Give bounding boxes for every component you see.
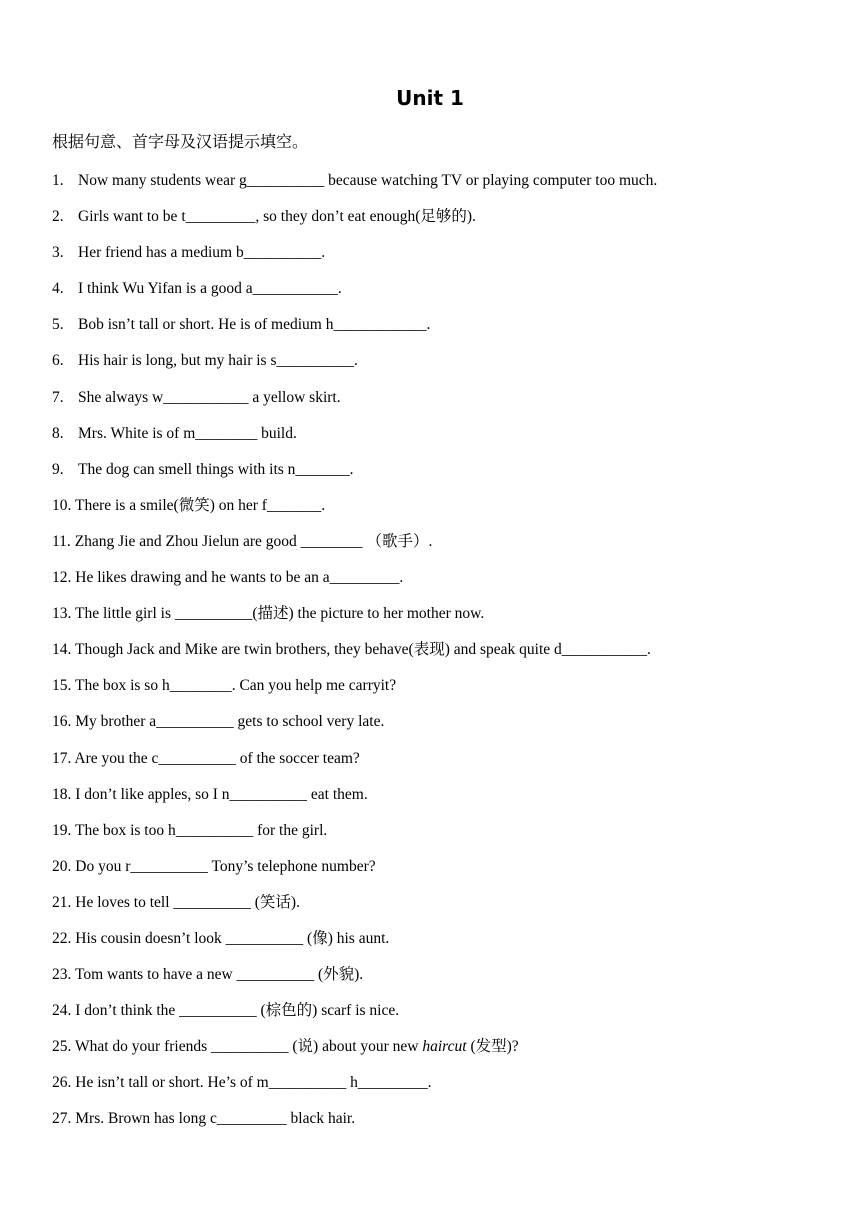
item-text: Bob isn’t tall or short. He is of medium h____________. <box>78 316 431 334</box>
exercise-item <box>52 278 832 314</box>
item-number: 17. <box>52 749 72 767</box>
exercise-item <box>52 784 832 820</box>
item-number: 25. <box>52 1038 72 1056</box>
item-number: 23. <box>52 966 72 984</box>
exercise-item <box>52 170 832 206</box>
item-number: 27. <box>52 1110 72 1128</box>
item-text-after: (发型)? <box>466 1038 519 1056</box>
exercise-item <box>52 603 832 639</box>
instruction-text: 根据句意、首字母及汉语提示填空。 <box>52 132 309 151</box>
item-number: 8. <box>52 424 64 442</box>
item-text: Do you r__________ Tony’s telephone number? <box>75 857 376 875</box>
exercise-item <box>52 1036 832 1072</box>
exercise-item <box>52 531 832 567</box>
exercise-item <box>52 387 832 423</box>
item-text: He loves to tell __________ (笑话). <box>75 893 300 911</box>
item-text: Mrs. White is of m________ build. <box>78 424 297 442</box>
item-text: She always w___________ a yellow skirt. <box>78 388 341 406</box>
item-text: I don’t think the __________ (棕色的) scarf is nice. <box>75 1002 400 1020</box>
item-text: Girls want to be t_________, so they don’t eat enough(足够的). <box>78 208 476 226</box>
item-number: 21. <box>52 893 72 911</box>
exercise-item <box>52 748 832 784</box>
item-number: 20. <box>52 857 72 875</box>
page-title: Unit 1 <box>396 86 464 110</box>
item-number: 15. <box>52 677 72 695</box>
exercise-item <box>52 242 832 278</box>
item-italic-word: haircut <box>422 1038 467 1056</box>
item-text: He likes drawing and he wants to be an a_________. <box>75 569 404 587</box>
item-number: 14. <box>52 641 72 659</box>
item-text: Now many students wear g__________ because watching TV or playing computer too much. <box>78 172 658 189</box>
item-text: Are you the c__________ of the soccer team? <box>74 749 360 767</box>
exercise-item <box>52 928 832 964</box>
exercise-item <box>52 423 832 459</box>
item-text: Though Jack and Mike are twin brothers, they behave(表现) and speak quite d___________. <box>74 641 651 659</box>
item-number: 18. <box>52 785 72 803</box>
item-text: Mrs. Brown has long c_________ black hair. <box>75 1110 356 1128</box>
exercise-item <box>52 567 832 603</box>
exercise-item <box>52 711 832 747</box>
item-text: I think Wu Yifan is a good a___________. <box>78 280 342 298</box>
item-number: 4. <box>52 280 64 298</box>
exercise-item <box>52 964 832 1000</box>
item-text: I don’t like apples, so I n__________ eat them. <box>75 785 368 803</box>
item-text: My brother a__________ gets to school very late. <box>75 713 385 731</box>
item-text: What do your friends __________ (说) about your new <box>74 1038 423 1056</box>
item-number: 9. <box>52 460 64 478</box>
item-number: 11. <box>52 532 71 550</box>
exercise-item <box>52 856 832 892</box>
item-text: The little girl is __________(描述) the picture to her mother now. <box>74 605 485 623</box>
exercise-item <box>52 1072 832 1108</box>
item-number: 22. <box>52 929 72 947</box>
exercise-item <box>52 892 832 928</box>
exercise-item <box>52 314 832 350</box>
item-number: 26. <box>52 1074 72 1092</box>
item-number: 7. <box>52 388 64 406</box>
item-text: He isn’t tall or short. He’s of m__________ h_________. <box>75 1074 432 1092</box>
item-text: His hair is long, but my hair is s__________. <box>78 352 358 370</box>
exercise-item <box>52 459 832 495</box>
item-number: 6. <box>52 352 64 370</box>
item-number: 16. <box>52 713 72 731</box>
item-number: 13. <box>52 605 72 623</box>
item-text: Zhang Jie and Zhou Jielun are good ________ （歌手）. <box>74 532 433 550</box>
item-text: There is a smile(微笑) on her f_______. <box>74 496 326 514</box>
item-number: 1. <box>52 172 64 189</box>
item-text: The box is too h__________ for the girl. <box>74 821 328 839</box>
exercise-item <box>52 675 832 711</box>
item-number: 12. <box>52 569 72 587</box>
item-number: 24. <box>52 1002 72 1020</box>
item-number: 5. <box>52 316 64 334</box>
item-number: 3. <box>52 244 64 262</box>
exercise-item <box>52 350 832 386</box>
exercise-item <box>52 820 832 856</box>
item-number: 19. <box>52 821 72 839</box>
exercise-item <box>52 1108 832 1144</box>
item-text: The box is so h________. Can you help me carryit? <box>74 677 397 695</box>
exercise-item <box>52 1000 832 1036</box>
item-text: His cousin doesn’t look __________ (像) his aunt. <box>75 929 390 947</box>
item-text: Tom wants to have a new __________ (外貌). <box>74 966 364 984</box>
exercise-item <box>52 639 832 675</box>
exercise-list <box>52 170 832 1145</box>
item-number: 10. <box>52 496 72 514</box>
exercise-item <box>52 206 832 242</box>
exercise-item <box>52 495 832 531</box>
item-text: The dog can smell things with its n_______. <box>78 460 354 478</box>
item-number: 2. <box>52 208 64 226</box>
item-text: Her friend has a medium b__________. <box>78 244 326 262</box>
